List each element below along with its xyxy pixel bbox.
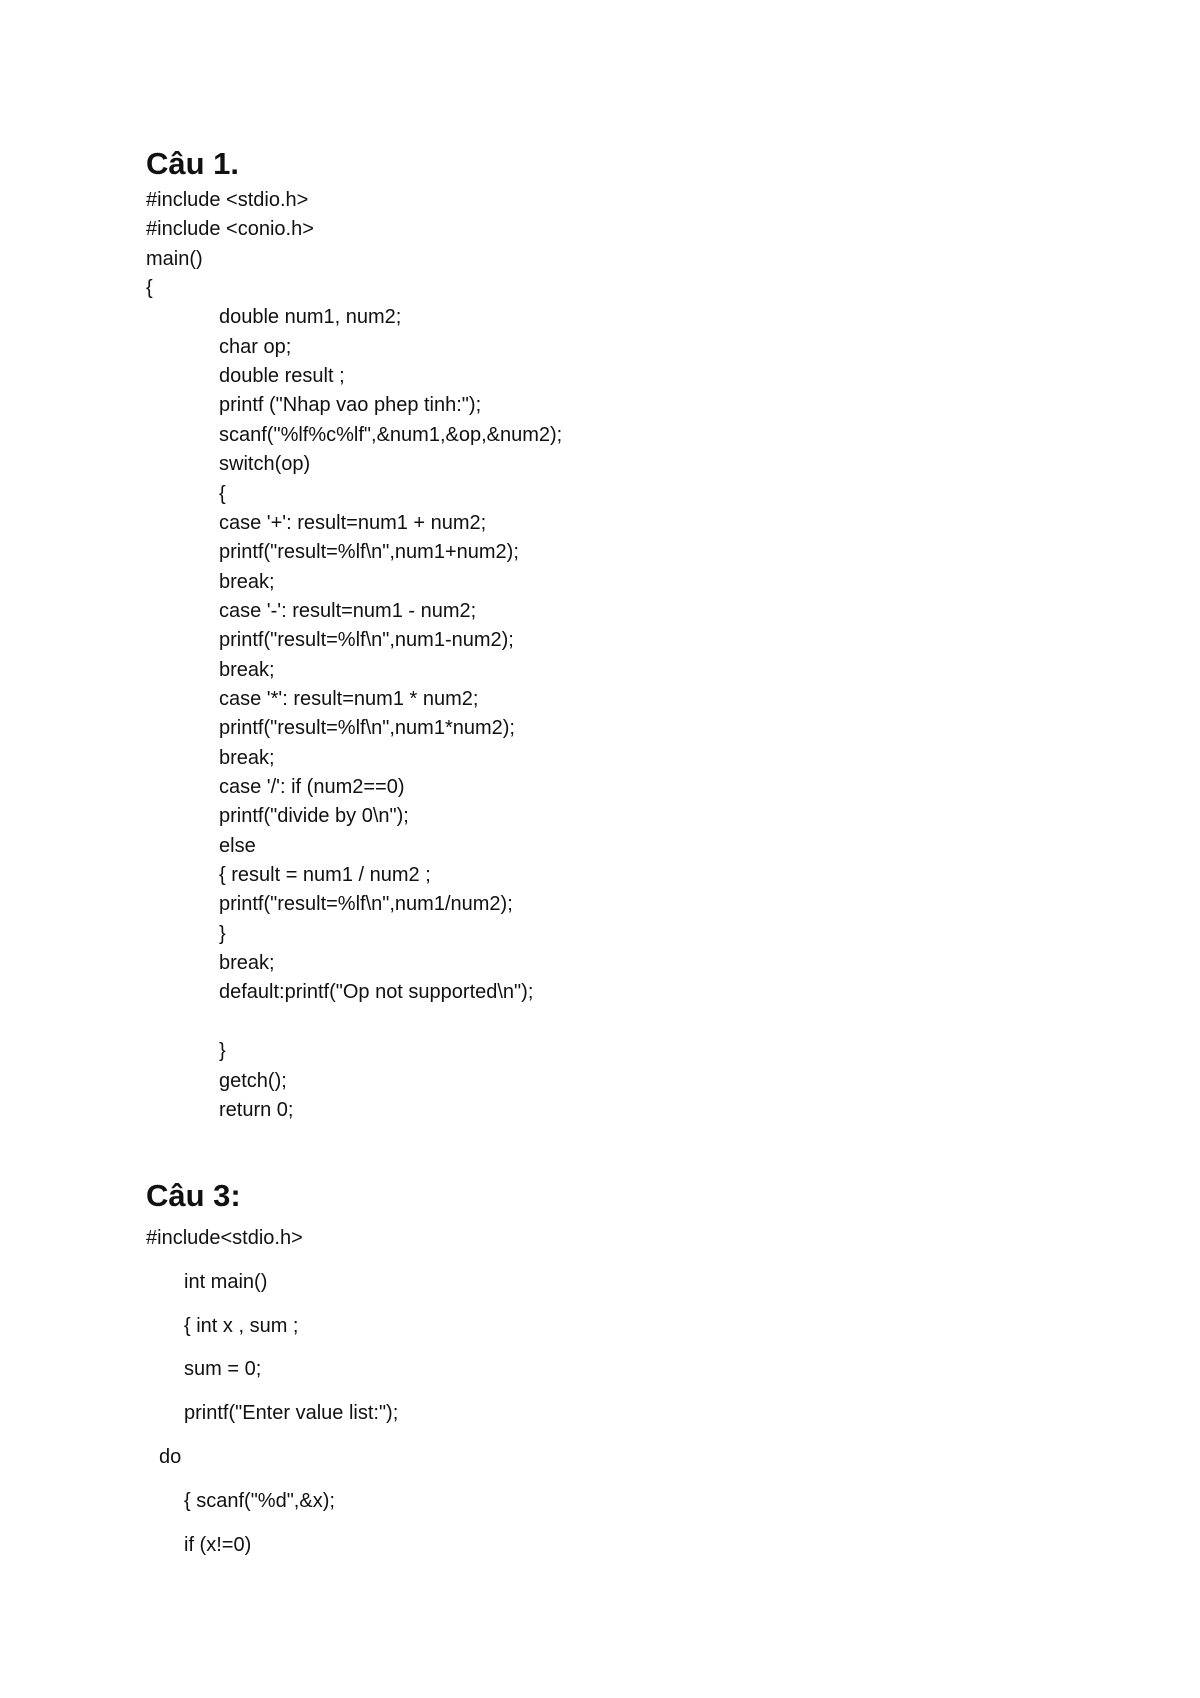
section-heading-cau-1: Câu 1.	[146, 146, 240, 181]
code-line: double num1, num2;	[219, 306, 402, 329]
code-line: printf("Enter value list:");	[184, 1402, 399, 1425]
code-line: {	[146, 277, 153, 300]
code-line: printf("result=%lf\n",num1*num2);	[219, 717, 515, 740]
code-line: #include <conio.h>	[146, 218, 314, 241]
code-line: }	[219, 1040, 226, 1063]
code-line: double result ;	[219, 365, 345, 388]
code-line: break;	[219, 570, 275, 593]
code-line: break;	[219, 746, 275, 769]
code-line: { scanf("%d",&x);	[184, 1489, 335, 1512]
code-line: { result = num1 / num2 ;	[219, 864, 431, 887]
code-line: printf ("Nhap vao phep tinh:");	[219, 394, 482, 417]
code-line: case '+': result=num1 + num2;	[219, 511, 487, 534]
code-line: #include<stdio.h>	[146, 1227, 303, 1249]
code-line: return 0;	[219, 1098, 294, 1121]
code-line: if (x!=0)	[184, 1533, 252, 1556]
code-line: default:printf("Op not supported\n");	[219, 981, 534, 1004]
code-line: printf("result=%lf\n",num1-num2);	[219, 629, 514, 652]
code-line: scanf("%lf%c%lf",&num1,&op,&num2);	[219, 423, 563, 446]
code-line: do	[159, 1446, 182, 1468]
code-line: break;	[219, 658, 275, 681]
code-line: printf("divide by 0\n");	[219, 805, 409, 828]
code-line: case '/': if (num2==0)	[219, 776, 405, 798]
code-line: break;	[219, 952, 275, 975]
code-line: }	[219, 922, 226, 945]
code-line: char op;	[219, 335, 292, 358]
code-line: case '*': result=num1 * num2;	[219, 687, 479, 710]
section-heading-cau-3: Câu 3:	[146, 1178, 241, 1213]
code-line: main()	[146, 247, 203, 270]
code-line: printf("result=%lf\n",num1/num2);	[219, 893, 513, 916]
code-line: getch();	[219, 1069, 287, 1092]
code-line: { int x , sum ;	[184, 1314, 299, 1337]
code-line: printf("result=%lf\n",num1+num2);	[219, 541, 519, 564]
code-line: #include <stdio.h>	[146, 189, 309, 211]
code-line: switch(op)	[219, 453, 311, 476]
code-line: int main()	[184, 1270, 268, 1293]
code-line: sum = 0;	[184, 1358, 262, 1381]
code-line: else	[219, 834, 256, 857]
code-line: case '-': result=num1 - num2;	[219, 599, 477, 622]
code-line: {	[219, 482, 226, 505]
